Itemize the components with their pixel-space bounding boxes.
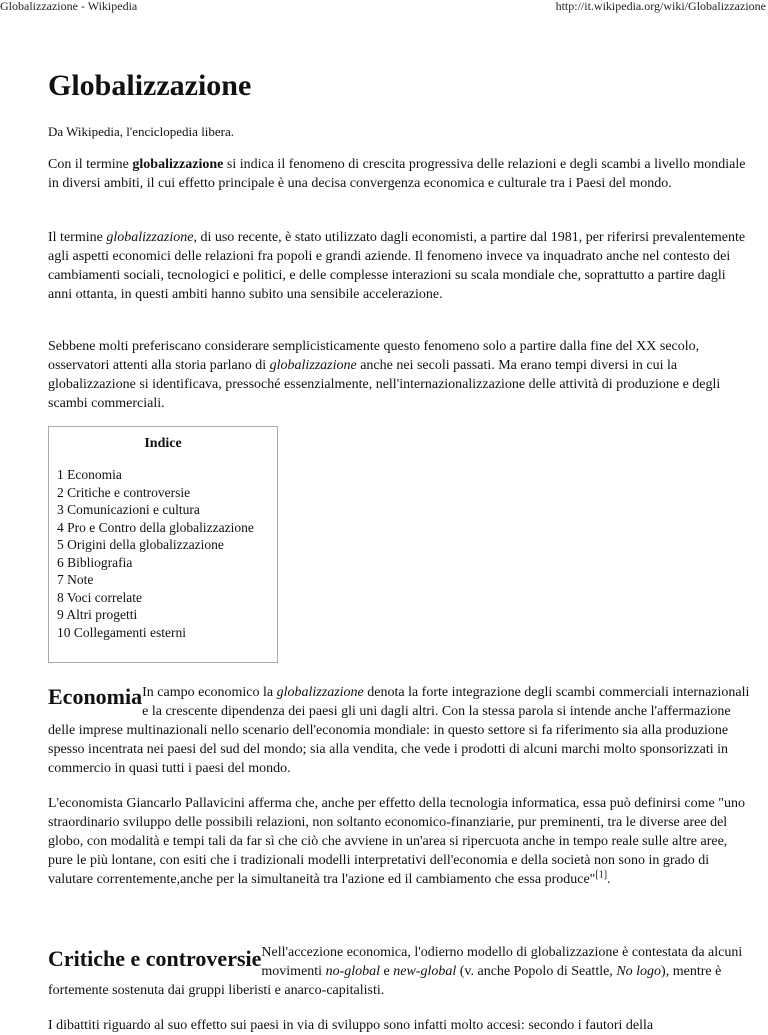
toc-title: Indice [144,436,182,451]
italic-term: globalizzazione [269,358,357,373]
toc-item[interactable]: 3 Comunicazioni e cultura [57,502,200,517]
bold-term: globalizzazione [132,157,224,172]
intro-paragraph-3: Sebbene molti preferiscano considerare semplicisticamente questo fenomeno solo a partire dalla fine del XX secolo, osservatori attenti alla storia parlano di globalizzazione anche nei secoli passati. Ma erano tempi diversi in cui la globalizzazione si identificava, pressoché essenzialmente, nell'internazionalizzazione delle attività di produzione e degli scambi commerciali. [48,339,721,411]
intro-paragraph-1: Con il termine globalizzazione si indica il fenomeno di crescita progressiva delle relazioni e degli scambi a livello mondiale in diversi ambiti, il cui effetto principale è una decisa convergenza economica e culturale tra i Paesi del mondo. [48,157,746,191]
section-heading-economia: Economia [48,684,143,709]
toc-item[interactable]: 7 Note [57,572,94,587]
toc-item[interactable]: 10 Collegamenti esterni [57,624,186,640]
italic-term: globalizzazione [276,685,364,700]
article-title: Globalizzazione [48,69,252,102]
intro-paragraph-2: Il termine globalizzazione, di uso recente, è stato utilizzato dagli economisti, a partire dal 1981, per riferirsi prevalentemente agli aspetti economici delle relazioni fra popoli e grandi aziende. Il fenomeno invece va inquadrato anche nel contesto dei cambiamenti sociali, tecnologici e politici, e delle complesse interazioni su scala mondiale che, soprattutto a partire dagli anni ottanta, in questi ambiti hanno subito una sensibile accelerazione. [48,230,746,302]
url-header[interactable]: http://it.wikipedia.org/wiki/Globalizzazione [555,0,766,13]
toc-list [57,466,269,641]
economia-paragraph-2: L'economista Giancarlo Pallavicini afferma che, anche per effetto della tecnologia informatica, essa può definirsi come "uno straordinario sviluppo delle possibili relazioni, non soltanto economico-finanziarie, pur preminenti, tra le diverse aree del globo, con modalità e tempi tali da far sì che ciò che avviene in un'area si ripercuota anche in tempo reale sulle altre aree, pure le più lontane, con esiti che i tradizionali modelli interpretativi dell'economia e della società non sono in grado di valutare correntemente,anche per la simultaneità tra l'azione ed il cambiamento che essa produce"[1]. [48,796,745,887]
toc-item[interactable]: 4 Pro e Contro della globalizzazione [57,519,254,535]
toc-item[interactable]: 8 Voci correlate [57,589,142,605]
toc-item[interactable]: 1 Economia [57,467,122,482]
reference-link[interactable]: [1] [595,869,608,881]
browser-header [0,0,768,14]
article-tagline: Da Wikipedia, l'enciclopedia libera. [48,124,235,139]
table-of-contents [48,426,278,663]
toc-item[interactable]: 5 Origini della globalizzazione [57,537,224,552]
toc-item[interactable]: 2 Critiche e controversie [57,484,191,500]
toc-item[interactable]: 6 Bibliografia [57,554,133,570]
economia-paragraph-1: In campo economico la globalizzazione denota la forte integrazione degli scambi commerciali internazionali e la crescente dipendenza dei paesi gli uni dagli altri. Con la stessa parola si intende anche l'affermazione delle imprese multinazionali nello scenario dell'economia mondiale: in questo settore si fa riferimento sia alla produzione spesso incentrata nei paesi del sud del mondo; sia alla vendita, che vede i prodotti di alcuni marchi molto sponsorizzati in commercio in quasi tutti i paesi del mondo. [48,685,750,776]
italic-term: globalizzazione [106,230,194,245]
critiche-paragraph-1: Nell'accezione economica, l'odierno modello di globalizzazione è contestata da alcuni movimenti no-global e new-global (v. anche Popolo di Seattle, No logo), mentre è fortemente sostenuta dai gruppi liberisti e anarco-capitalisti. [48,945,743,998]
critiche-paragraph-2: I dibattiti riguardo al suo effetto sui paesi in via di sviluppo sono infatti molto accesi: secondo i fautori della [48,1018,654,1033]
section-economia [48,683,752,889]
toc-item[interactable]: 9 Altri progetti [57,607,138,622]
section-critiche [48,943,752,1035]
page-title-header: Globalizzazione - Wikipedia [0,0,138,13]
section-heading-critiche: Critiche e controversie [48,946,262,971]
